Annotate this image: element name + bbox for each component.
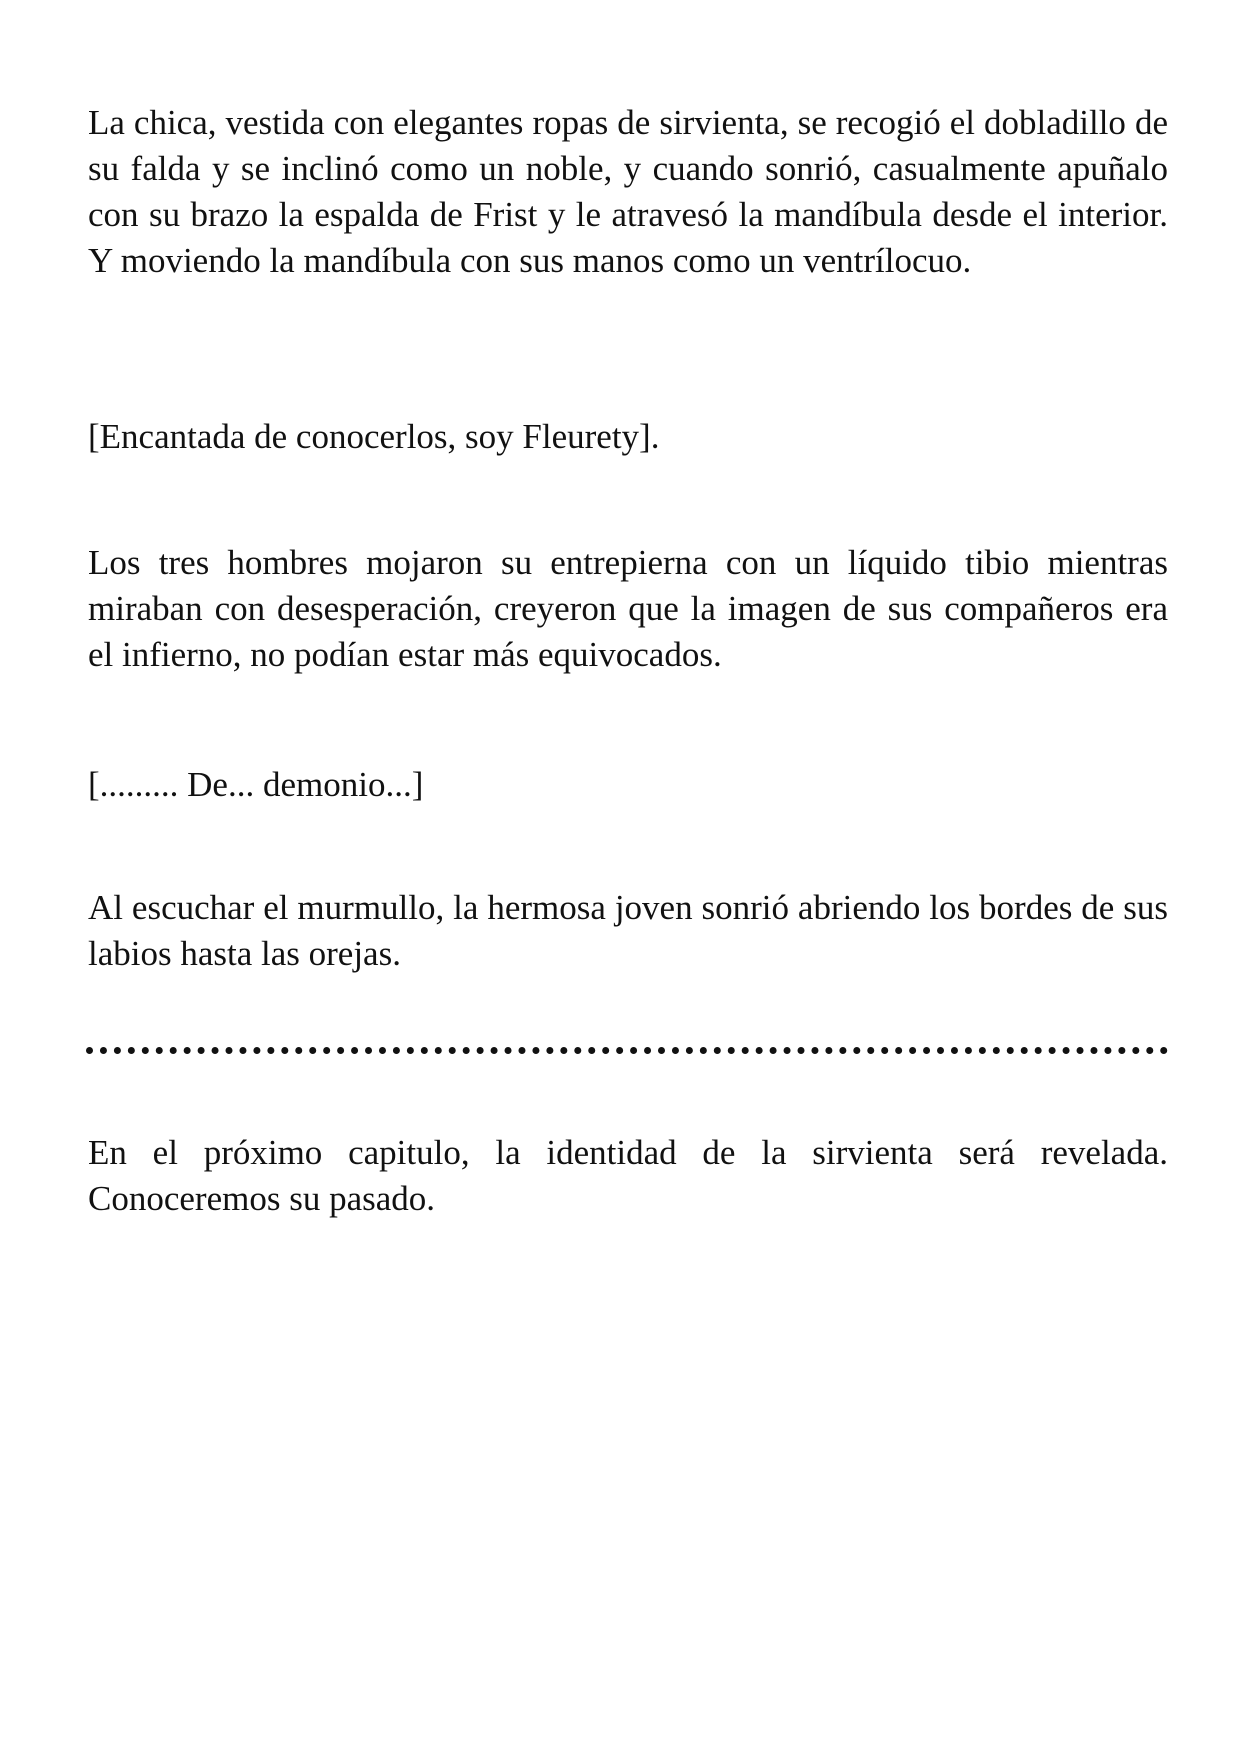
paragraph-young-woman-smile: Al escuchar el murmullo, la hermosa joven sonrió abriendo los bordes de sus labios hasta las orejas. <box>88 888 1168 973</box>
dialogue-fleurety-introduction: [Encantada de conocerlos, soy Fleurety]. <box>88 417 660 456</box>
paragraph-three-men-despair: Los tres hombres mojaron su entrepierna con un líquido tibio mientras miraban con desesperación, creyeron que la imagen de sus compañeros era el infierno, no podían estar más equivocados. <box>88 543 1168 674</box>
dialogue-demon-murmur: [......... De... demonio...] <box>88 765 424 804</box>
dotted-divider <box>86 1047 1168 1054</box>
paragraph-next-chapter-note: En el próximo capitulo, la identidad de la sirvienta será revelada. Conoceremos su pasado. <box>88 1133 1168 1218</box>
paragraph-maid-attack: La chica, vestida con elegantes ropas de sirvienta, se recogió el dobladillo de su falda y se inclinó como un noble, y cuando sonrió, casualmente apuñalo con su brazo la espalda de Frist y le atravesó la mandíbula desde el interior. Y moviendo la mandíbula con sus manos como un ventrílocuo. <box>88 103 1168 280</box>
